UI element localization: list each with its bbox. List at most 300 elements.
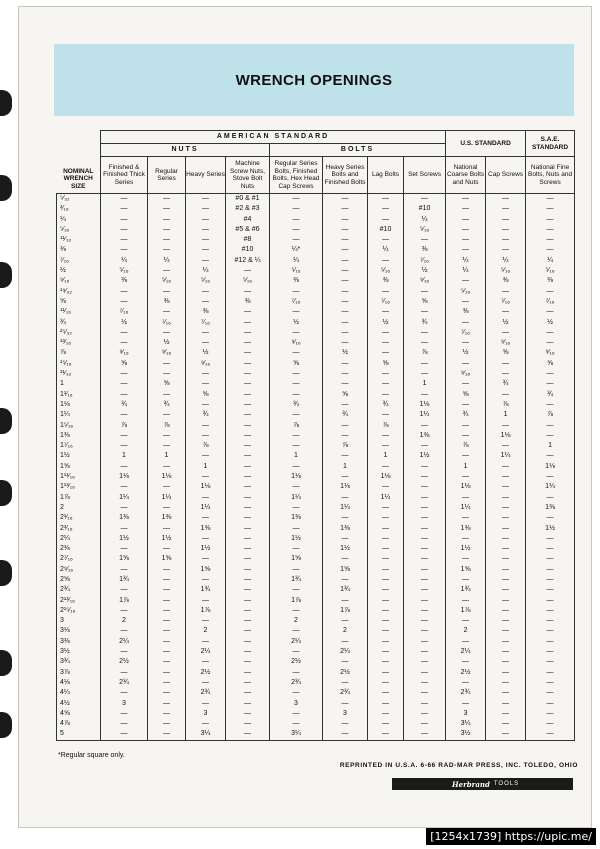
table-row [57, 647, 575, 657]
table-cell: — [446, 431, 486, 441]
table-cell: — [186, 596, 226, 606]
table-row [57, 554, 575, 564]
table-cell: 2 [186, 626, 226, 636]
table-cell: — [404, 657, 446, 667]
table-cell: — [226, 678, 270, 688]
table-cell: — [270, 369, 323, 379]
table-row [57, 338, 575, 348]
table-cell: — [446, 194, 486, 205]
table-cell: — [186, 421, 226, 431]
table-cell: — [404, 616, 446, 626]
table-cell: ½ [446, 348, 486, 358]
table-cell: — [486, 534, 526, 544]
table-row [57, 318, 575, 328]
table-cell: — [148, 482, 186, 492]
table-cell: — [404, 493, 446, 503]
table-cell: 1¼ [186, 503, 226, 513]
table-row [57, 524, 575, 534]
table-cell: — [226, 513, 270, 523]
table-cell: — [404, 688, 446, 698]
table-cell: — [368, 431, 404, 441]
table-cell: — [486, 194, 526, 205]
table-cell: — [186, 554, 226, 564]
table-cell: 1½ [148, 534, 186, 544]
table-cell: — [526, 287, 575, 297]
table-cell: — [101, 482, 148, 492]
table-cell: — [226, 503, 270, 513]
table-cell: — [404, 524, 446, 534]
table-cell: — [446, 215, 486, 225]
table-cell: — [404, 441, 446, 451]
title-banner [54, 44, 574, 116]
table-cell: ⁵⁄₁₆ [368, 266, 404, 276]
wrench-size-cell: ²⁵⁄₃₂ [57, 328, 101, 338]
table-cell: — [186, 297, 226, 307]
table-cell: 1⅝ [186, 565, 226, 575]
table-cell: — [226, 668, 270, 678]
bolts-header: BOLTS [270, 144, 446, 157]
table-cell: — [368, 379, 404, 389]
table-row [57, 328, 575, 338]
table-row [57, 493, 575, 503]
table-cell: — [404, 606, 446, 616]
table-cell: — [226, 482, 270, 492]
table-cell: — [186, 637, 226, 647]
table-cell: — [526, 606, 575, 616]
table-cell: 1⅝ [446, 565, 486, 575]
wrench-size-cell: 1½ [57, 451, 101, 461]
table-cell: — [148, 616, 186, 626]
table-cell: — [226, 431, 270, 441]
table-cell: — [186, 534, 226, 544]
table-cell: — [101, 729, 148, 740]
table-cell: — [486, 441, 526, 451]
table-cell: — [226, 719, 270, 729]
table-cell: — [526, 472, 575, 482]
table-cell: ⁷⁄₁₆ [446, 328, 486, 338]
table-cell: — [486, 647, 526, 657]
table-cell: ⁵⁄₁₆ [270, 266, 323, 276]
table-row [57, 287, 575, 297]
table-cell: 1½ [101, 534, 148, 544]
table-cell: — [323, 575, 368, 585]
table-cell: — [446, 637, 486, 647]
wrench-size-cell: ½ [57, 266, 101, 276]
table-cell: ¾ [404, 318, 446, 328]
table-cell: — [446, 472, 486, 482]
table-cell: — [101, 297, 148, 307]
table-cell: 2½ [323, 668, 368, 678]
table-cell: — [368, 513, 404, 523]
table-cell: — [323, 256, 368, 266]
table-cell: — [101, 338, 148, 348]
table-row [57, 472, 575, 482]
table-cell: ⅞ [404, 348, 446, 358]
table-cell: — [404, 647, 446, 657]
table-cell: ½ [148, 338, 186, 348]
table-cell: — [368, 524, 404, 534]
table-cell: — [101, 328, 148, 338]
table-cell: — [101, 194, 148, 205]
table-cell: — [323, 225, 368, 235]
table-cell: #2 & #3 [226, 204, 270, 214]
table-cell: 2 [446, 626, 486, 636]
table-cell: — [226, 709, 270, 719]
table-cell: ⅝ [270, 359, 323, 369]
table-cell: — [101, 503, 148, 513]
table-cell: — [368, 575, 404, 585]
table-cell: — [148, 606, 186, 616]
table-row [57, 235, 575, 245]
table-cell: — [323, 421, 368, 431]
table-cell: — [368, 616, 404, 626]
table-cell: — [526, 245, 575, 255]
table-cell: — [486, 462, 526, 472]
table-cell: — [526, 575, 575, 585]
table-cell: — [486, 729, 526, 740]
table-cell: — [526, 719, 575, 729]
table-cell: ¼ [101, 256, 148, 266]
table-cell: 3¼ [270, 729, 323, 740]
table-cell: — [486, 668, 526, 678]
table-row [57, 626, 575, 636]
column-header: Cap Screws [486, 157, 526, 194]
table-cell: — [148, 390, 186, 400]
table-cell: — [486, 472, 526, 482]
table-cell: 1¾ [270, 575, 323, 585]
table-cell: ⅝ [186, 390, 226, 400]
table-cell: — [270, 307, 323, 317]
table-cell: — [404, 729, 446, 740]
table-cell: — [526, 204, 575, 214]
table-cell: — [186, 204, 226, 214]
nuts-header: NUTS [101, 144, 270, 157]
table-cell: — [226, 729, 270, 740]
table-cell: — [323, 379, 368, 389]
table-cell: — [404, 565, 446, 575]
table-cell: — [270, 410, 323, 420]
wrench-size-cell: 4⅛ [57, 678, 101, 688]
table-cell: 1 [486, 410, 526, 420]
table-row [57, 400, 575, 410]
table-cell: — [148, 266, 186, 276]
table-cell: 2¾ [446, 688, 486, 698]
table-cell: #10 [404, 204, 446, 214]
table-cell: — [101, 462, 148, 472]
table-cell: 2¼ [270, 637, 323, 647]
table-cell: — [323, 513, 368, 523]
table-cell: 2½ [186, 668, 226, 678]
table-cell: ⅞ [186, 441, 226, 451]
table-cell: #4 [226, 215, 270, 225]
table-cell: 1 [101, 451, 148, 461]
table-cell: 1½ [270, 534, 323, 544]
table-cell: — [446, 245, 486, 255]
table-cell: — [323, 307, 368, 317]
table-cell: 1⅜ [323, 524, 368, 534]
table-row [57, 369, 575, 379]
table-cell: — [226, 565, 270, 575]
table-cell: — [486, 235, 526, 245]
sae-standard-header: S.A.E. STANDARD [526, 131, 575, 157]
column-header: Regular Series Bolts, Finished Bolts, Hex Head Cap Screws [270, 157, 323, 194]
table-cell: ⅝ [446, 390, 486, 400]
table-cell: — [404, 637, 446, 647]
table-cell: 2½ [270, 657, 323, 667]
table-cell: — [226, 524, 270, 534]
table-cell: — [486, 709, 526, 719]
table-cell: — [368, 482, 404, 492]
table-cell: — [186, 575, 226, 585]
table-cell: — [186, 194, 226, 205]
table-cell: — [486, 215, 526, 225]
table-cell: — [226, 534, 270, 544]
image-watermark: [1254x1739] https://upic.me/ [426, 828, 596, 845]
table-cell: — [526, 451, 575, 461]
table-cell: ¼* [270, 245, 323, 255]
wrench-size-cell: ¹⁹⁄₃₂ [57, 287, 101, 297]
table-cell: — [404, 328, 446, 338]
table-cell: — [368, 215, 404, 225]
wrench-size-cell: 1⅝ [57, 462, 101, 472]
table-cell: 1½ [404, 451, 446, 461]
table-cell: — [368, 637, 404, 647]
table-cell: — [148, 194, 186, 205]
table-cell: 1⅛ [323, 482, 368, 492]
table-row [57, 431, 575, 441]
wrench-size-cell: 1⁵⁄₁₆ [57, 421, 101, 431]
table-cell: 1 [148, 451, 186, 461]
table-cell: — [226, 369, 270, 379]
table-cell: — [101, 709, 148, 719]
table-cell: — [486, 606, 526, 616]
wrench-size-cell: ¹¹⁄₃₂ [57, 235, 101, 245]
table-cell: ¾ [446, 410, 486, 420]
table-cell: — [270, 328, 323, 338]
wrench-size-cell: 1⅞ [57, 493, 101, 503]
table-cell: 1⅝ [270, 554, 323, 564]
table-cell: — [186, 678, 226, 688]
binder-hole [0, 175, 12, 201]
table-cell: — [404, 668, 446, 678]
brand-logo: Herbrand [452, 779, 490, 789]
table-cell: ⅝ [101, 359, 148, 369]
table-cell: — [226, 596, 270, 606]
table-cell: — [526, 379, 575, 389]
table-row [57, 575, 575, 585]
table-cell: ⁵⁄₁₆ [486, 266, 526, 276]
table-row [57, 256, 575, 266]
table-row [57, 637, 575, 647]
table-cell: — [270, 194, 323, 205]
column-header: National Coarse Bolts and Nuts [446, 157, 486, 194]
table-cell: ¾ [323, 410, 368, 420]
table-row [57, 668, 575, 678]
table-cell: — [526, 678, 575, 688]
table-cell: — [368, 256, 404, 266]
table-cell: — [446, 699, 486, 709]
table-row [57, 276, 575, 286]
column-header: National Fine Bolts, Nuts and Screws [526, 157, 575, 194]
table-cell: — [368, 390, 404, 400]
table-cell: — [148, 596, 186, 606]
table-cell: ⁷⁄₁₆ [526, 297, 575, 307]
table-cell: — [148, 709, 186, 719]
table-cell: ⁵⁄₁₆ [526, 266, 575, 276]
table-cell: — [526, 647, 575, 657]
table-cell: — [368, 194, 404, 205]
table-row [57, 225, 575, 235]
table-cell: ⅜ [148, 297, 186, 307]
table-cell: — [486, 616, 526, 626]
table-cell: — [226, 472, 270, 482]
table-row [57, 596, 575, 606]
table-cell: — [486, 369, 526, 379]
table-cell: — [368, 369, 404, 379]
table-cell: — [148, 678, 186, 688]
table-cell: ⁷⁄₁₆ [486, 297, 526, 307]
table-cell: — [226, 287, 270, 297]
table-row [57, 215, 575, 225]
table-cell: — [101, 245, 148, 255]
table-cell: — [186, 215, 226, 225]
american-standard-header: AMERICAN STANDARD [101, 131, 446, 144]
column-header: Set Screws [404, 157, 446, 194]
table-cell: 1 [446, 462, 486, 472]
table-cell: #0 & #1 [226, 194, 270, 205]
table-cell: — [446, 379, 486, 389]
table-cell: — [526, 668, 575, 678]
table-cell: — [368, 688, 404, 698]
table-cell: ⁷⁄₁₆ [368, 297, 404, 307]
table-row [57, 410, 575, 420]
table-cell: — [101, 390, 148, 400]
wrench-size-cell: 3 [57, 616, 101, 626]
table-cell: 3¼ [446, 719, 486, 729]
brand-word: TOOLS [493, 781, 520, 787]
table-cell: — [226, 575, 270, 585]
table-cell: — [148, 585, 186, 595]
table-cell: 1⅛ [404, 400, 446, 410]
table-cell: — [323, 729, 368, 740]
table-cell: — [148, 287, 186, 297]
table-cell: — [526, 307, 575, 317]
table-cell: 1⅛ [148, 472, 186, 482]
wrench-size-cell: ³⁄₁₆ [57, 204, 101, 214]
table-cell: — [446, 657, 486, 667]
table-cell: — [404, 503, 446, 513]
column-header: Finished & Finished Thick Series [101, 157, 148, 194]
table-cell: ⅜ [526, 276, 575, 286]
table-cell: ¼ [270, 256, 323, 266]
table-row [57, 606, 575, 616]
table-cell: — [486, 554, 526, 564]
binder-hole [0, 650, 12, 676]
table-cell: ⅞ [368, 421, 404, 431]
table-cell: ½ [323, 348, 368, 358]
table-cell: — [368, 668, 404, 678]
table-cell: — [148, 307, 186, 317]
table-cell: — [226, 421, 270, 431]
table-cell: — [270, 441, 323, 451]
table-cell: — [101, 431, 148, 441]
table-cell: — [270, 204, 323, 214]
table-row [57, 421, 575, 431]
table-cell: — [148, 215, 186, 225]
table-cell: — [270, 668, 323, 678]
wrench-size-cell: 4⅞ [57, 719, 101, 729]
table-cell: #8 [226, 235, 270, 245]
table-row [57, 297, 575, 307]
wrench-size-cell: 2¼ [57, 534, 101, 544]
table-cell: ⁵⁄₁₆ [404, 225, 446, 235]
table-cell: — [486, 524, 526, 534]
table-cell: — [323, 266, 368, 276]
table-cell: ½ [101, 318, 148, 328]
table-cell: ⁹⁄₁₆ [446, 369, 486, 379]
column-header: Lag Bolts [368, 157, 404, 194]
wrench-size-cell: ⁵⁄₁₆ [57, 225, 101, 235]
table-cell: 2¾ [186, 688, 226, 698]
table-row [57, 359, 575, 369]
table-cell: — [368, 647, 404, 657]
table-cell: — [186, 699, 226, 709]
wrench-size-cell: 3½ [57, 647, 101, 657]
table-cell: 1¼ [404, 410, 446, 420]
wrench-size-cell: ⁷⁄₁₆ [57, 256, 101, 266]
table-cell: — [101, 204, 148, 214]
table-cell: — [486, 585, 526, 595]
table-cell: — [446, 421, 486, 431]
table-cell: — [101, 688, 148, 698]
table-cell: — [368, 544, 404, 554]
table-cell: ⅞ [101, 421, 148, 431]
table-cell: — [226, 441, 270, 451]
table-cell: — [404, 513, 446, 523]
table-cell: — [186, 256, 226, 266]
table-cell: — [404, 287, 446, 297]
table-row [57, 266, 575, 276]
table-cell: — [446, 359, 486, 369]
table-cell: — [226, 657, 270, 667]
table-cell: — [446, 493, 486, 503]
table-cell: — [148, 729, 186, 740]
nominal-wrench-size-header: NOMINAL WRENCH SIZE [63, 167, 94, 190]
table-cell: — [486, 513, 526, 523]
table-cell: — [186, 451, 226, 461]
table-cell: — [270, 606, 323, 616]
table-cell: — [368, 307, 404, 317]
table-cell: — [404, 719, 446, 729]
table-cell: — [323, 359, 368, 369]
table-cell: — [404, 534, 446, 544]
table-row [57, 699, 575, 709]
table-cell: ¼ [148, 256, 186, 266]
column-header: Machine Screw Nuts, Stove Bolt Nuts [226, 157, 270, 194]
wrench-size-cell: ⅝ [57, 297, 101, 307]
table-cell: 1¾ [101, 575, 148, 585]
wrench-size-cell: 1¹¹⁄₁₆ [57, 472, 101, 482]
table-cell: — [446, 400, 486, 410]
table-cell: — [226, 606, 270, 616]
wrench-size-cell: 1⅛ [57, 400, 101, 410]
table-cell: — [101, 585, 148, 595]
table-cell: — [526, 637, 575, 647]
wrench-size-cell: ¹³⁄₁₆ [57, 338, 101, 348]
table-cell: — [270, 719, 323, 729]
table-cell: 1⅛ [486, 431, 526, 441]
table-cell: — [270, 688, 323, 698]
